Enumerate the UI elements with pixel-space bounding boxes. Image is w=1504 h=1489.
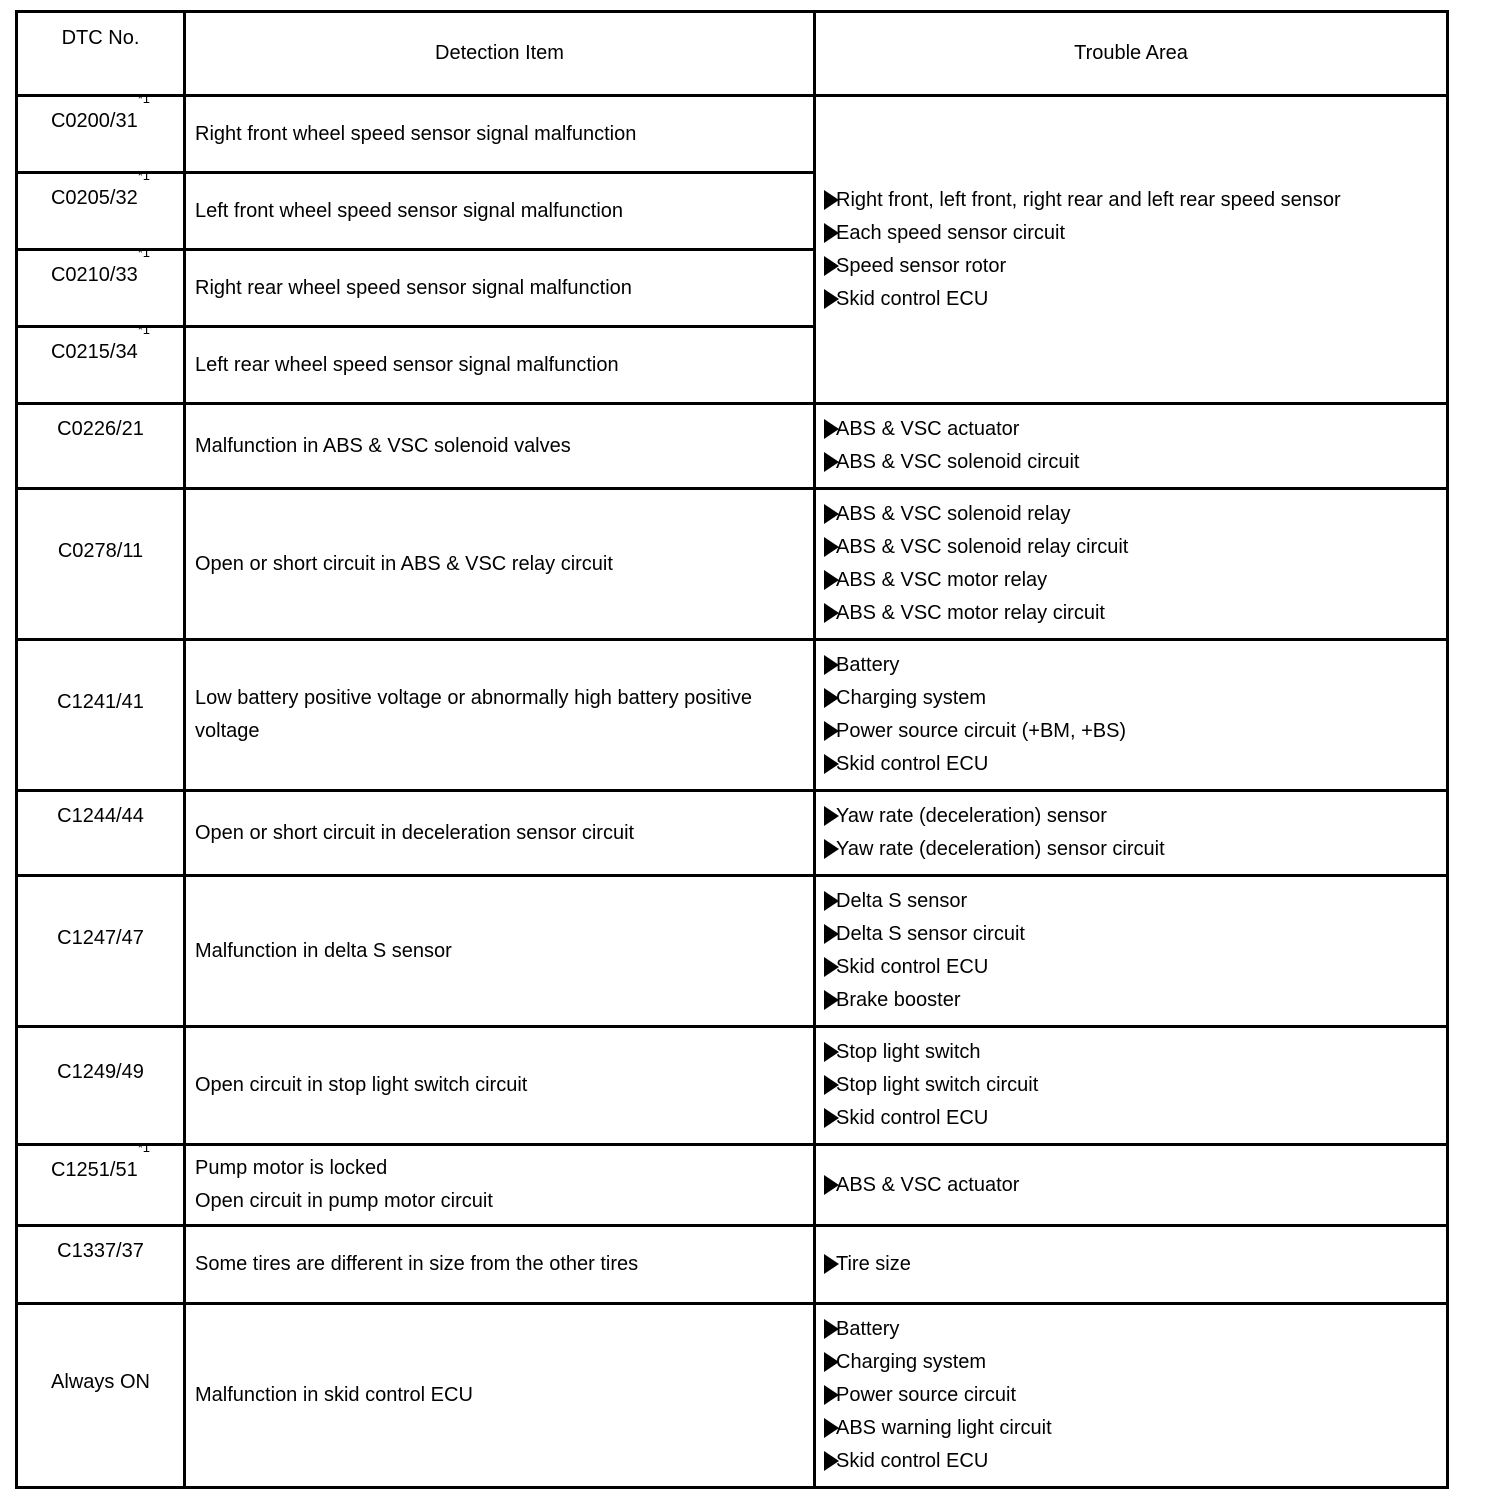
detection-item: Left front wheel speed sensor signal malfunction — [185, 173, 815, 250]
trouble-area-item: Battery — [824, 649, 1440, 682]
trouble-area-item: Skid control ECU — [824, 283, 1440, 316]
dtc-code: C0278/11 — [17, 489, 185, 640]
dtc-table — [15, 10, 1449, 1489]
trouble-area — [815, 640, 1448, 791]
table-row — [17, 404, 1448, 489]
trouble-area-item: Speed sensor rotor — [824, 250, 1440, 283]
trouble-area-item: Delta S sensor circuit — [824, 918, 1440, 951]
footnote-marker: *1 — [137, 1140, 151, 1155]
trouble-area-item: ABS & VSC solenoid relay circuit — [824, 531, 1440, 564]
detection-item: Malfunction in skid control ECU — [185, 1304, 815, 1488]
dtc-code: C1241/41 — [17, 640, 185, 791]
trouble-area — [815, 489, 1448, 640]
dtc-code: C0205/32$^{*1}$ — [17, 173, 185, 250]
table-row — [17, 1027, 1448, 1145]
trouble-area-item: Yaw rate (deceleration) sensor circuit — [824, 833, 1440, 866]
detection-item: Low battery positive voltage or abnormally high battery positive voltage — [185, 640, 815, 791]
trouble-area — [815, 876, 1448, 1027]
detection-item: Right front wheel speed sensor signal malfunction — [185, 96, 815, 173]
trouble-area-item: Power source circuit — [824, 1379, 1440, 1412]
trouble-area-item: Charging system — [824, 682, 1440, 715]
table-row — [17, 1226, 1448, 1304]
trouble-area-item: ABS & VSC motor relay circuit — [824, 597, 1440, 630]
header-detection-item: Detection Item — [185, 12, 815, 96]
trouble-area — [815, 1226, 1448, 1304]
trouble-area-item: Right front, left front, right rear and left rear speed sensor — [824, 184, 1440, 217]
trouble-area-item: Skid control ECU — [824, 1102, 1440, 1135]
dtc-code: C0226/21 — [17, 404, 185, 489]
trouble-area-item: ABS & VSC solenoid relay — [824, 498, 1440, 531]
table-row — [17, 96, 1448, 173]
footnote-marker: *1 — [137, 168, 151, 183]
trouble-area-item: Each speed sensor circuit — [824, 217, 1440, 250]
detection-item: Some tires are different in size from the other tires — [185, 1226, 815, 1304]
footnote-marker: *1 — [137, 245, 151, 260]
dtc-code: C1249/49 — [17, 1027, 185, 1145]
header-row — [17, 12, 1448, 96]
dtc-code: C0200/31$^{*1}$ — [17, 96, 185, 173]
trouble-area-item: Skid control ECU — [824, 951, 1440, 984]
trouble-area-item: Delta S sensor — [824, 885, 1440, 918]
footnote-marker: *1 — [137, 322, 151, 337]
trouble-area-item: Stop light switch circuit — [824, 1069, 1440, 1102]
detection-item: Malfunction in delta S sensor — [185, 876, 815, 1027]
header-trouble-area: Trouble Area — [815, 12, 1448, 96]
header-dtc-no: DTC No. — [17, 12, 185, 96]
detection-item: Malfunction in ABS & VSC solenoid valves — [185, 404, 815, 489]
trouble-area-item: Skid control ECU — [824, 1445, 1440, 1478]
table-row — [17, 1145, 1448, 1226]
trouble-area-item: ABS & VSC actuator — [824, 1169, 1440, 1202]
trouble-area-item: ABS warning light circuit — [824, 1412, 1440, 1445]
detection-item-line: Open circuit in pump motor circuit — [195, 1190, 493, 1212]
detection-item: Open circuit in stop light switch circuit — [185, 1027, 815, 1145]
trouble-area-item: Power source circuit (+BM, +BS) — [824, 715, 1440, 748]
dtc-code: C1247/47 — [17, 876, 185, 1027]
trouble-area-item: Yaw rate (deceleration) sensor — [824, 800, 1440, 833]
trouble-area-item: Battery — [824, 1313, 1440, 1346]
detection-item-line: Pump motor is locked — [195, 1157, 388, 1179]
table-row — [17, 876, 1448, 1027]
detection-item: Left rear wheel speed sensor signal malfunction — [185, 327, 815, 404]
footnote-marker: *1 — [137, 91, 151, 106]
dtc-code: C0210/33$^{*1}$ — [17, 250, 185, 327]
dtc-code: C1251/51$^{*1}$ — [17, 1145, 185, 1226]
detection-item: Open or short circuit in ABS & VSC relay circuit — [185, 489, 815, 640]
trouble-area-item: Charging system — [824, 1346, 1440, 1379]
detection-item — [185, 1145, 815, 1226]
trouble-area-item: Stop light switch — [824, 1036, 1440, 1069]
trouble-area-item: Tire size — [824, 1248, 1440, 1281]
dtc-code: C1244/44 — [17, 791, 185, 876]
trouble-area-item: Skid control ECU — [824, 748, 1440, 781]
dtc-code: Always ON — [17, 1304, 185, 1488]
trouble-area — [815, 96, 1448, 404]
detection-item: Open or short circuit in deceleration sensor circuit — [185, 791, 815, 876]
trouble-area — [815, 404, 1448, 489]
trouble-area-item: ABS & VSC motor relay — [824, 564, 1440, 597]
dtc-code: C0215/34$^{*1}$ — [17, 327, 185, 404]
trouble-area-item: ABS & VSC solenoid circuit — [824, 446, 1440, 479]
dtc-code: C1337/37 — [17, 1226, 185, 1304]
trouble-area — [815, 1145, 1448, 1226]
trouble-area — [815, 1027, 1448, 1145]
trouble-area-item: Brake booster — [824, 984, 1440, 1017]
trouble-area-item: ABS & VSC actuator — [824, 413, 1440, 446]
table-row — [17, 640, 1448, 791]
trouble-area — [815, 791, 1448, 876]
table-row — [17, 791, 1448, 876]
detection-item: Right rear wheel speed sensor signal malfunction — [185, 250, 815, 327]
table-row — [17, 489, 1448, 640]
